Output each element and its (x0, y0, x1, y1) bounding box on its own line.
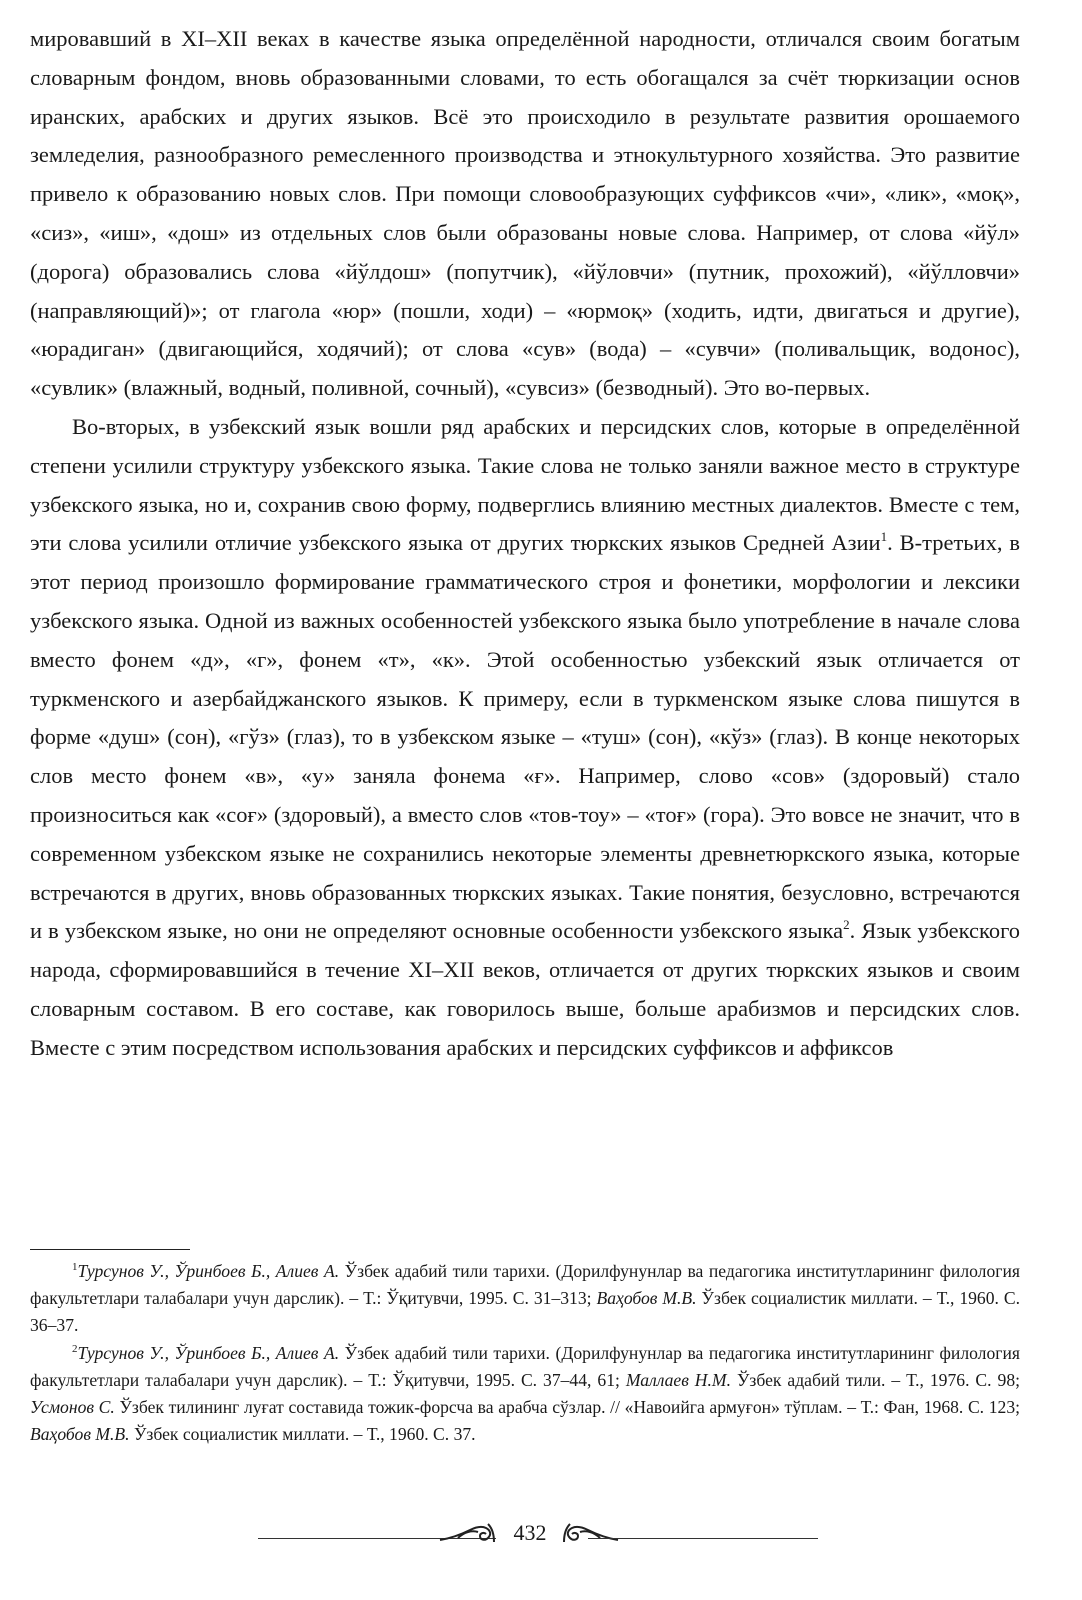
paragraph-2 (30, 408, 1020, 1068)
paragraph-2-text-c: . Язык узбекского народа, сформировавшийся в течение XI–XII веков, отличается от других тюркских языков и своим словарным составом. В его составе, как говорилось выше, больше арабизмов и персидских слов. Вместе с этим посредством использования арабских и персидских суффиксов и аффиксов (30, 918, 1020, 1060)
paragraph-1 (30, 20, 1020, 408)
footnote-text: Ўзбек адабий тили тарихи. (Дорилфунунлар ва педагогика институтларининг филология факультетлари талабалари учун дарслик). – Т.: Ўқитувчи, 1995. С. 31–313; (30, 1261, 1020, 1309)
footnote-text: Ўзбек социалистик миллати. – Т., 1960. С. 37. (129, 1424, 476, 1445)
footnote-divider (30, 1249, 190, 1250)
page-footer (0, 1508, 1082, 1558)
paragraph-1-text: мировавший в XI–XII веках в качестве языка определённой народности, отличался своим богатым словарным фондом, вновь образованными словами, то есть обогащался за счёт тюркизации основ иранских, арабских и других языков. Всё это происходило в результате развития орошаемого земледелия, разнообразного ремесленного производства и этнокультурного хозяйства. Это развитие привело к образованию новых слов. При помощи словообразующих суффиксов «чи», «лик», «моқ», «сиз», «иш», «дош» из отдельных слов были образованы новые слова. Например, от слова «йўл» (дорога) образовались слова «йўлдош» (попутчик), «йўловчи» (путник, прохожий), «йўлловчи» (направляющий)»; от глагола «юр» (пошли, ходи) – «юрмоқ» (ходить, идти, двигаться и другие), «юрадиган» (двигающийся, ходячий); от слова «сув» (вода) – «сувчи» (поливальщик, водонос), «сувлик» (влажный, водный, поливной, сочный), «сувсиз» (безводный). Это во-первых. (30, 26, 1020, 401)
footnote-author: Турсунов У., Ўринбоев Б., Алиев А. (77, 1342, 340, 1363)
footnotes (30, 1258, 1020, 1448)
footnote-text: Ўзбек социалистик миллати. – Т., 1960. С. 36–37. (30, 1288, 1020, 1336)
footnote-author: Ваҳобов М.В. (30, 1424, 130, 1445)
main-text (30, 20, 1020, 1068)
footnote-2 (30, 1340, 1020, 1449)
paragraph-2-text-a: Во-вторых, в узбекский язык вошли ряд арабских и персидских слов, которые в определённой степени усилили структуру узбекского языка. Такие слова не только заняли важное место в структуре узбекского языка, но и, сохранив свою форму, подверглись влиянию местных диалектов. Вместе с тем, эти слова усилили отличие узбекского языка от других тюркских языков Средней Азии (30, 413, 1020, 556)
footnote-text: Ўзбек адабий тили. – Т., 1976. С. 98; (730, 1369, 1021, 1390)
footnote-ref-2[interactable]: 2 (843, 917, 850, 933)
footer-rule-right (588, 1538, 818, 1539)
footnote-text: Ўзбек адабий тили тарихи. (Дорилфунунлар ва педагогика институтларининг филология факультетлари талабалари учун дарслик). – Т.: Ўқитувчи, 1995. С. 37–44, 61; (30, 1342, 1020, 1390)
footnote-number: 1 (72, 1261, 78, 1273)
footnote-text: Ўзбек тилининг луғат составида тожик-форсча ва арабча сўзлар. // «Навоийга армуғон» тўплам. – Т.: Фан, 1968. С. 123; (114, 1397, 1021, 1418)
footnote-author: Усмонов С. (30, 1397, 115, 1418)
footnote-1 (30, 1258, 1020, 1340)
footnote-author: Турсунов У., Ўринбоев Б., Алиев А. (77, 1261, 340, 1281)
decorative-flourish-icon (560, 1518, 620, 1548)
decorative-flourish-icon (438, 1518, 498, 1548)
footnote-author: Маллаев Н.М. (625, 1369, 731, 1390)
footnote-ref-1[interactable]: 1 (880, 529, 888, 545)
page-number: 432 (513, 1520, 547, 1545)
footnote-number: 2 (72, 1342, 78, 1355)
footnote-author: Ваҳобов М.В. (596, 1288, 697, 1309)
paragraph-2-text-b: . В-третьих, в этот период произошло формирование грамматического строя и фонетики, морфологии и лексики узбекского языка. Одной из важных особенностей узбекского языка было употребление в начале слова вместо фонем «д», «г», фонем «т», «к». Этой особенностью узбекский язык отличается от туркменского и азербайджанского языков. К примеру, если в туркменском языке слова пишутся в форме «душ» (сон), «гўз» (глаз), то в узбекском языке – «туш» (сон), «кўз» (глаз). В конце некоторых слов место фонем «в», «у» заняла фонема «ғ». Например, слово «сов» (здоровый) стало произноситься как «соғ» (здоровый), а вместо слов «тов-тоу» – «тоғ» (гора). Это вовсе не значит, что в современном узбекском языке не сохранились некоторые элементы древнетюркского языка, которые встречаются в других, вновь образованных тюркских языках. Такие понятия, безусловно, встречаются и в узбекском языке, но они не определяют основные особенности узбекского языка (30, 530, 1020, 944)
